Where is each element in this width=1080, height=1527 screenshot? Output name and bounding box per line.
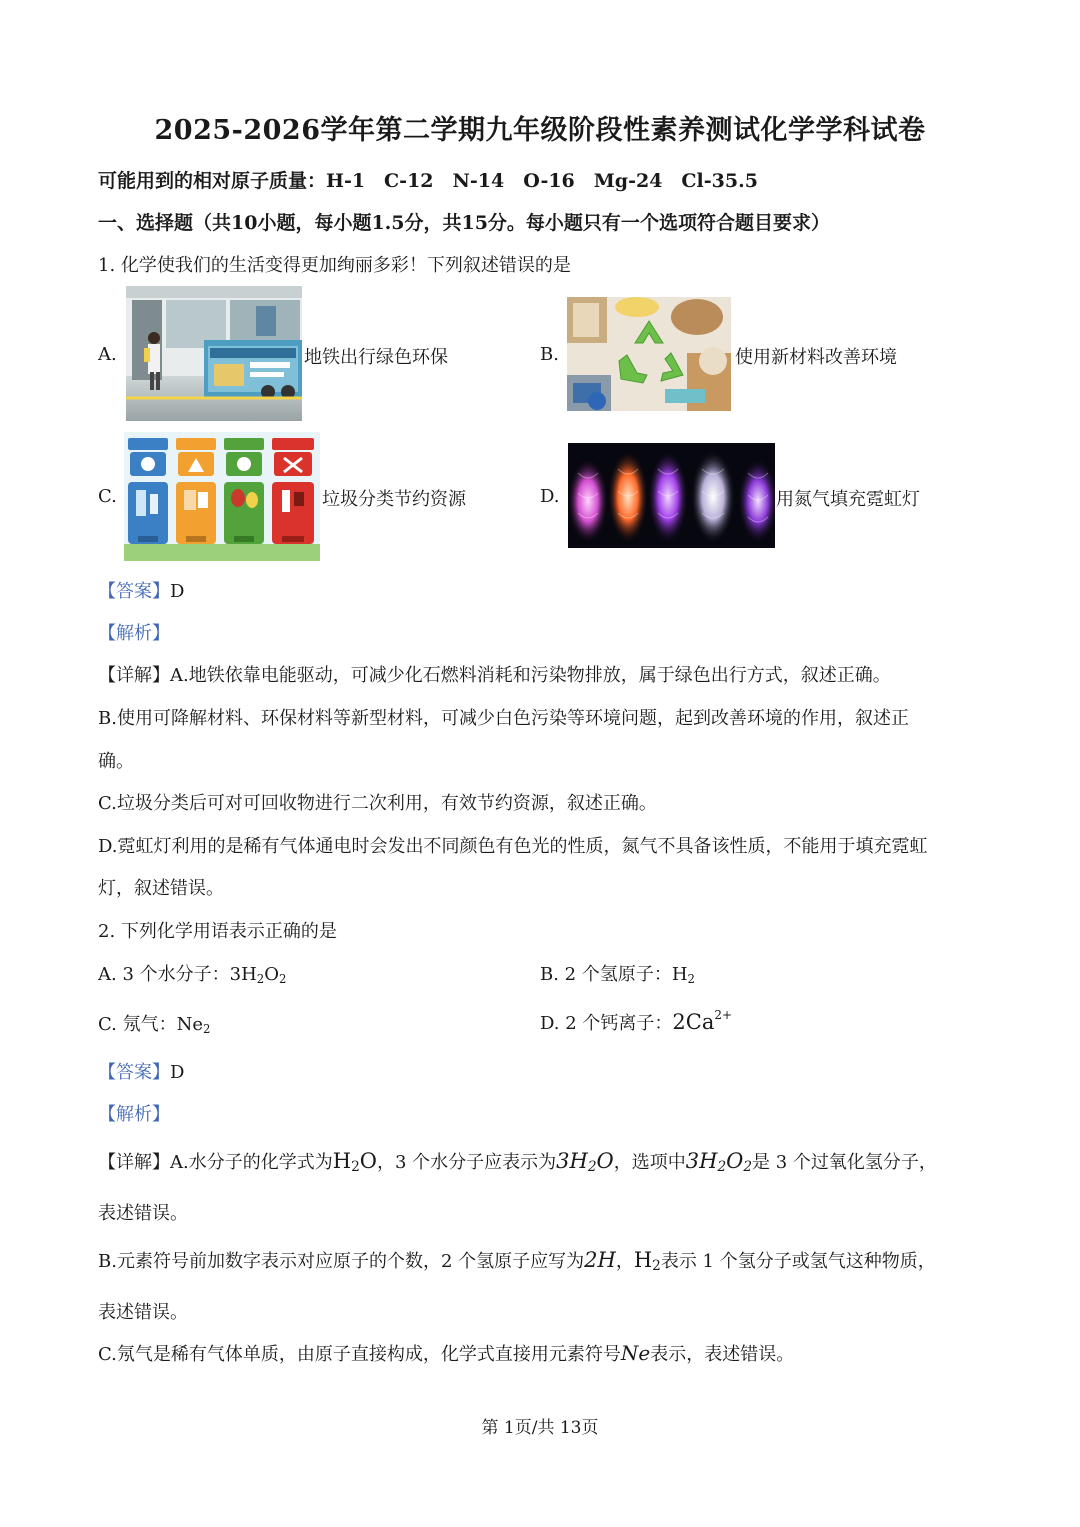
q2-detail-b-cont: 表述错误。 [98,1302,188,1323]
q2-option-d [540,1008,732,1035]
q1-detail-a: A.地铁依靠电能驱动，可减少化石燃料消耗和污染物排放，属于绿色出行方式，叙述正确。 [170,665,891,686]
q1-detail-d: D.霓虹灯利用的是稀有气体通电时会发出不同颜色有色光的性质，氮气不具备该性质，不能用于填充霓虹 [98,836,928,857]
q1-detail-b: B.使用可降解材料、环保材料等新型材料，可减少白色污染等环境问题，起到改善环境的作用，叙述正 [98,708,909,729]
text: ， [615,1251,634,1272]
garbage-bins-image [124,432,320,561]
q1-option-d-text: 用氮气填充霓虹灯 [776,489,920,510]
text: A.水分子的化学式为 [170,1152,333,1173]
q1-detail-d-cont: 灯，叙述错误。 [98,878,224,899]
answer-value: D [170,1062,185,1083]
q1-detail-c: C.垃圾分类后可对可回收物进行二次利用，有效节约资源，叙述正确。 [98,793,657,814]
neon-tubes-photo [568,443,775,548]
q2-option-b [540,960,695,986]
q1-detail-b-cont: 确。 [98,751,134,772]
q2-option-b-text: B. 2 个氢原子：H [540,964,688,985]
q1-detail-line [98,661,891,687]
atomic-masses: 可能用到的相对原子质量：H-1 C-12 N-14 O-16 Mg-24 Cl-35.5 [98,170,758,192]
text: B.元素符号前加数字表示对应原子的个数，2 个氢原子应写为 [98,1251,585,1272]
subscript: 2 [687,972,695,986]
text: ，3 个水分子应表示为 [376,1152,557,1173]
text: 是 3 个过氧化氢分子， [752,1152,937,1173]
text: ，选项中 [613,1152,686,1173]
subscript: 2 [256,972,265,986]
question-1-stem: 1. 化学使我们的生活变得更加绚丽多彩！下列叙述错误的是 [98,255,571,276]
answer-tag: 【答案】 [98,1062,170,1083]
formula-ne: Ne [620,1341,651,1365]
section-heading-choice: 一、选择题（共10小题，每小题1.5分，共15分。每小题只有一个选项符合题目要求） [98,212,830,234]
q2-option-d-text: D. 2 个钙离子： [540,1013,673,1034]
detail-tag: 【详解】 [98,665,170,686]
q1-option-c-text: 垃圾分类节约资源 [322,489,466,510]
q2-analysis-tag: 【解析】 [98,1104,170,1125]
subscript: 2 [278,972,287,986]
q1-option-b-text: 使用新材料改善环境 [735,347,897,368]
q1-answer [98,577,184,603]
detail-tag: 【详解】 [98,1152,170,1173]
subscript: 2 [202,1022,211,1036]
q1-option-a-letter: A. [98,344,117,365]
q2-detail-a-cont: 表述错误。 [98,1203,188,1224]
formula-3h2o: $3H_2O$ [556,1149,614,1175]
q2-option-a [98,960,286,986]
formula-2h: 2H [584,1248,616,1272]
text: 表示 1 个氢分子或氢气这种物质， [660,1251,936,1272]
q2-detail-b [98,1247,936,1274]
text: 表示，表述错误。 [650,1344,795,1365]
q1-option-b-letter: B. [540,344,559,365]
answer-tag: 【答案】 [98,581,170,602]
formula-h2: $H_2$ [633,1248,661,1274]
q1-analysis-tag: 【解析】 [98,623,170,644]
q1-option-c-letter: C. [98,486,117,507]
superscript: 2+ [714,1008,733,1022]
q1-option-a-text: 地铁出行绿色环保 [304,347,448,368]
subway-photo [126,286,302,421]
text: C.氖气是稀有气体单质，由原子直接构成，化学式直接用元素符号 [98,1344,621,1365]
formula-h2o: $H_2O$ [332,1149,377,1175]
q2-option-a-text: A. 3 个水分子：3H [98,964,257,985]
q2-option-a-mid: O [264,964,279,985]
formula-3h2o2: $3H_2O_2$ [685,1149,753,1175]
recycle-materials-photo [567,297,731,411]
q2-answer [98,1058,184,1084]
q2-option-c-text: C. 氖气：Ne [98,1014,203,1035]
q2-detail-c [98,1340,794,1366]
page-footer: 第 1页/共 13页 [481,1418,599,1438]
q2-option-c [98,1010,210,1036]
calcium-ion-formula: 2Ca [672,1010,715,1034]
q2-detail-a [98,1148,937,1175]
q1-option-d-letter: D. [540,486,560,507]
question-2-stem: 2. 下列化学用语表示正确的是 [98,921,337,942]
exam-title: 2025-2026学年第二学期九年级阶段性素养测试化学学科试卷 [154,115,926,146]
answer-value: D [170,581,185,602]
